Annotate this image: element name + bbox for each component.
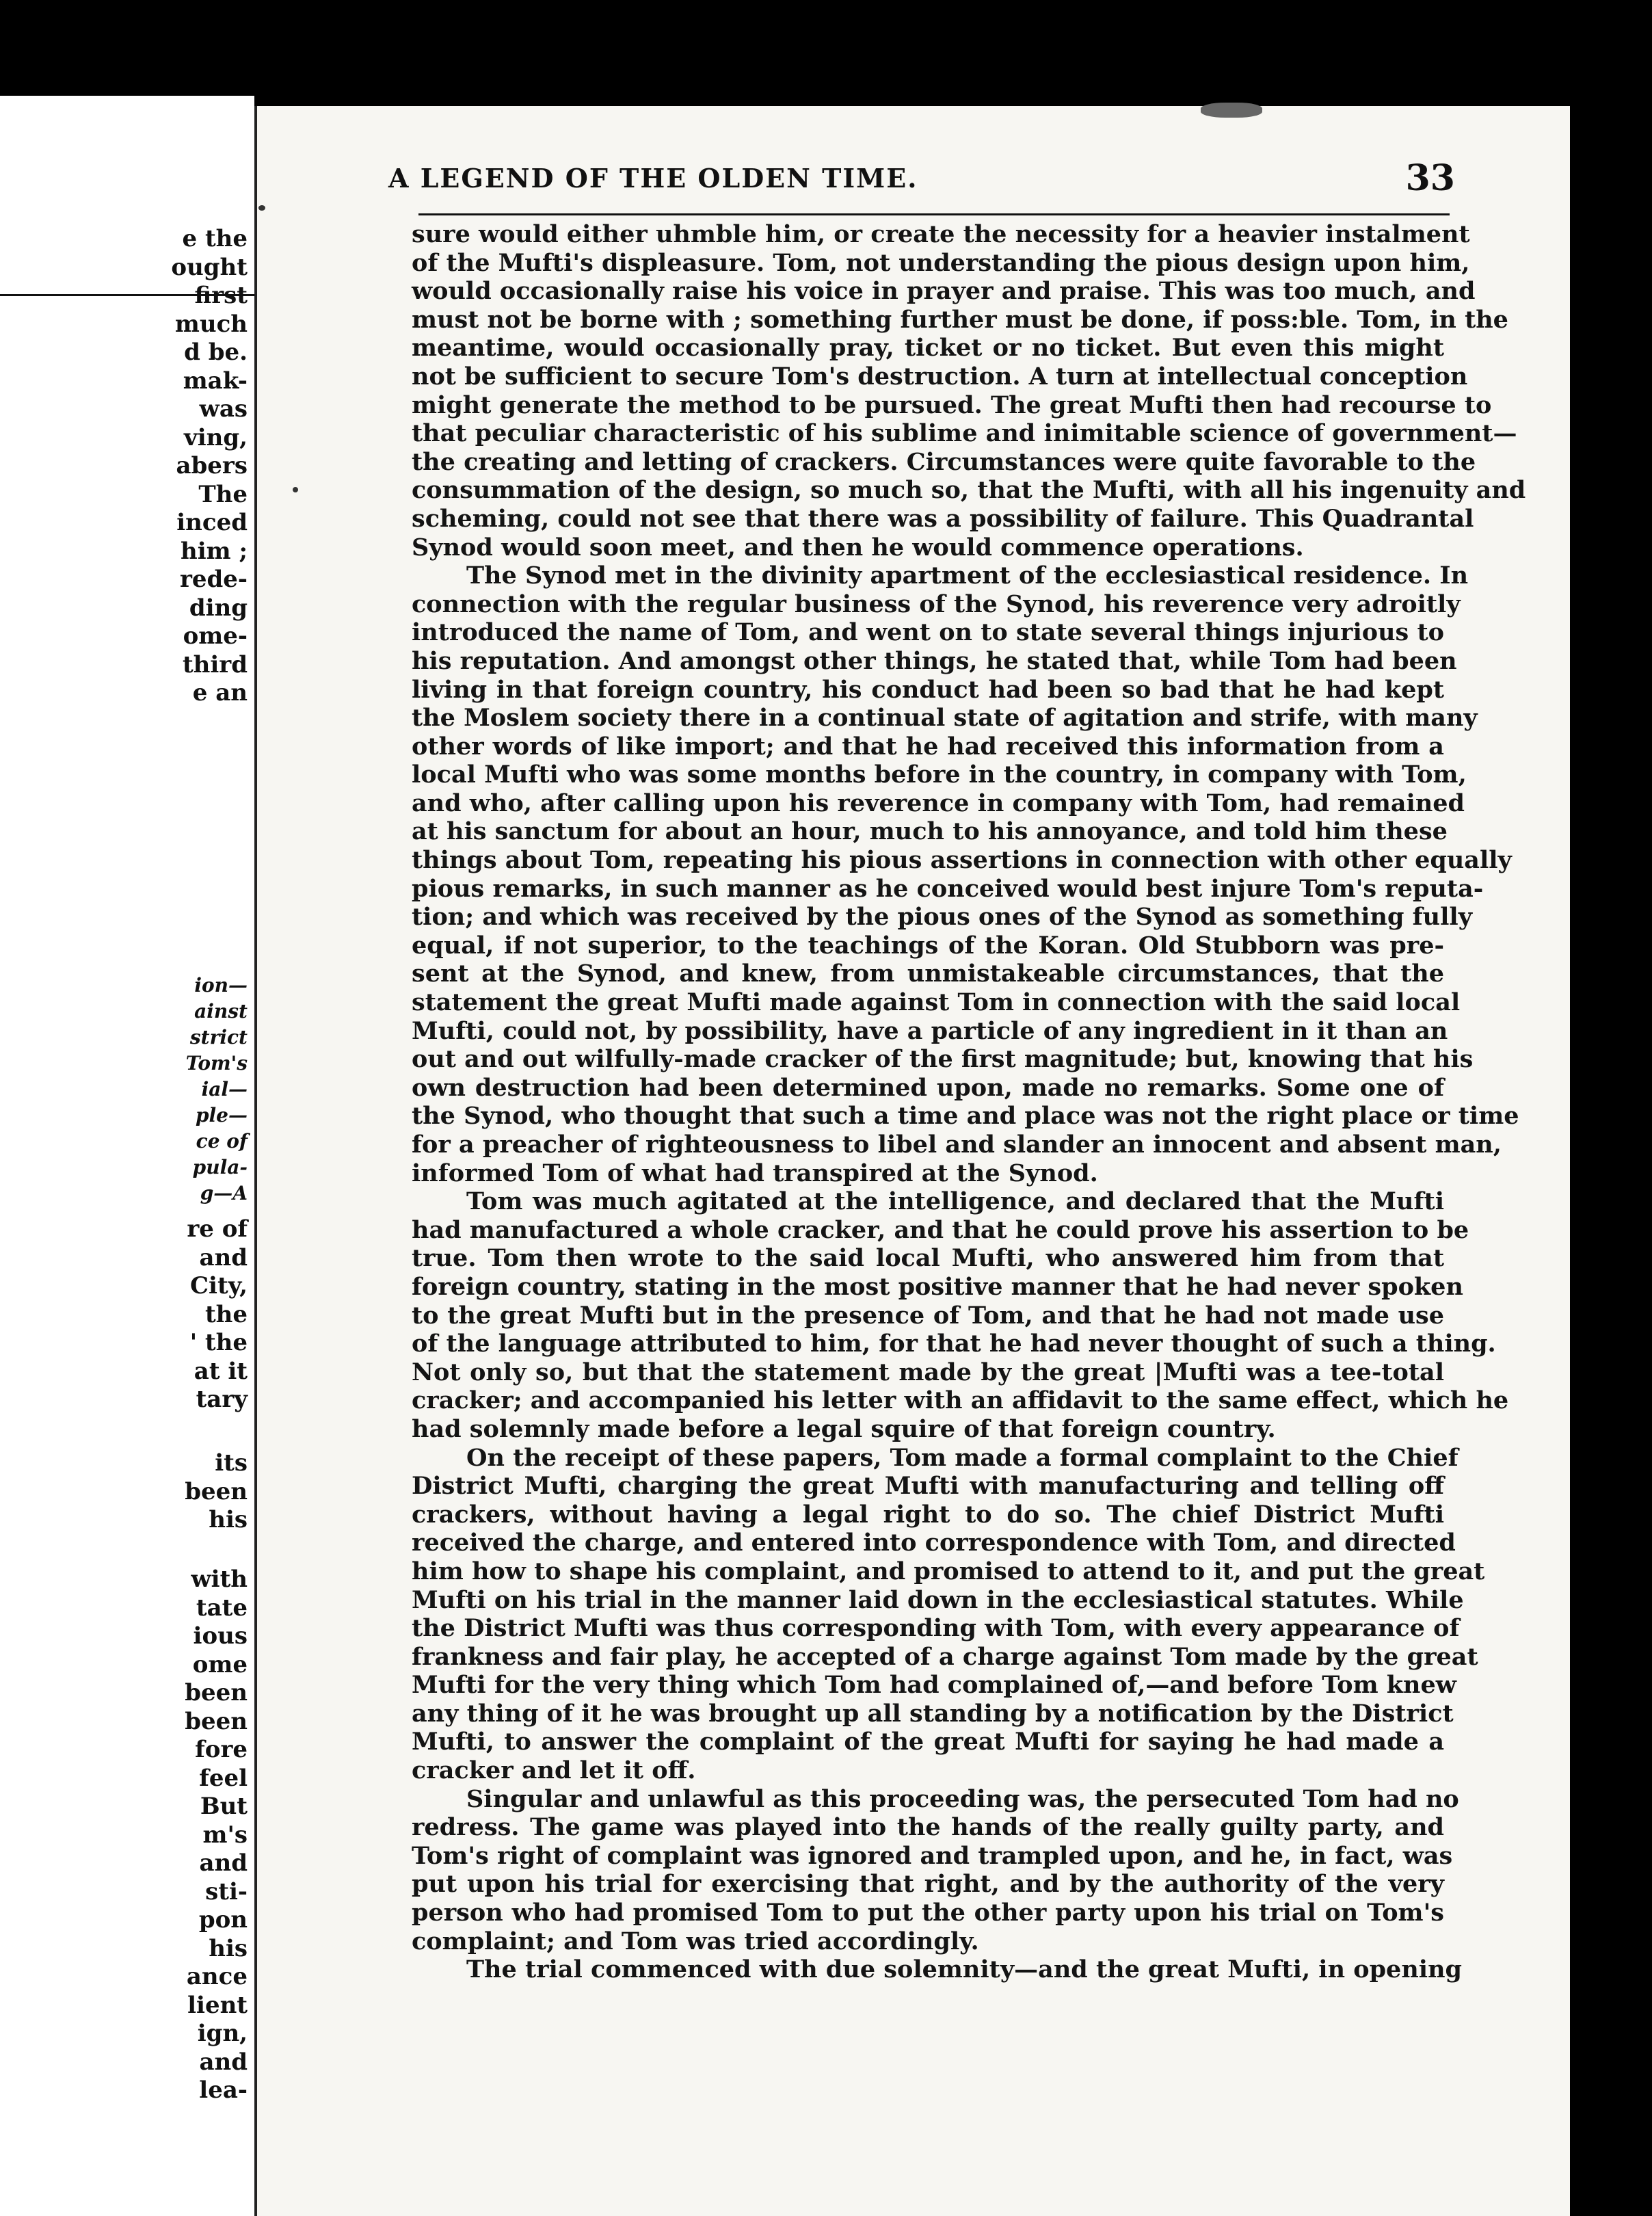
facing-page-fragment-line: mak- — [183, 367, 248, 395]
text-line: sure would either uhmble him, or create the necessity for a heavier instalment — [412, 220, 1470, 248]
facing-page-fragment-line: fore — [195, 1736, 248, 1763]
page-number: 33 — [1405, 157, 1455, 199]
text-line: the creating and letting of crackers. Circumstances were quite favorable to the — [412, 447, 1476, 476]
text-line: informed Tom of what had transpired at the Synod. — [412, 1159, 1098, 1187]
text-line: the Moslem society there in a continual state of agitation and strife, with many — [412, 704, 1478, 733]
text-line: of the Mufti's displeasure. Tom, not understanding the pious design upon him, — [412, 248, 1470, 277]
facing-page-fragment-line: rede- — [179, 566, 248, 593]
text-line: had solemnly made before a legal squire of that foreign country. — [412, 1414, 1276, 1443]
facing-page-fragment-line: first — [194, 282, 248, 309]
text-line: to the great Mufti but in the presence of Tom, and that he had not made use — [412, 1301, 1444, 1330]
facing-page-fragment-line: But — [200, 1793, 248, 1820]
text-line: put upon his trial for exercising that right, and by the authority of the very — [412, 1870, 1444, 1899]
facing-page-fragment-line: sti- — [205, 1877, 248, 1905]
text-line: the Synod, who thought that such a time and place was not the right place or time — [412, 1102, 1519, 1131]
ink-speck — [293, 487, 298, 492]
text-line: living in that foreign country, his conduct had been so bad that he had kept — [412, 675, 1444, 704]
facing-page-fragment-line: been — [185, 1679, 248, 1706]
facing-page-fragment-line: ance — [186, 1963, 248, 1990]
facing-page-fragment-line: him ; — [181, 537, 248, 565]
facing-page-fragment-line: and — [199, 2048, 248, 2076]
facing-page-fragment-line: his — [209, 1934, 248, 1962]
text-line: cracker and let it off. — [412, 1756, 696, 1785]
facing-page-fragment-line: g—A — [200, 1182, 248, 1204]
text-line: his reputation. And amongst other things, he stated that, while Tom had been — [412, 646, 1457, 675]
facing-page-fragment-line: ving, — [183, 423, 248, 451]
text-line: true. Tom then wrote to the said local Mufti, who answered him from that — [412, 1244, 1444, 1273]
text-line: redress. The game was played into the hands of the really guilty party, and — [412, 1813, 1444, 1842]
text-line: at his sanctum for about an hour, much to his annoyance, and told him these — [412, 817, 1448, 846]
text-line: tion; and which was received by the pious ones of the Synod as something fully — [412, 903, 1473, 932]
text-line: that peculiar characteristic of his sublime and inimitable science of government— — [412, 419, 1517, 448]
facing-page-fragment-line: much — [174, 310, 248, 338]
text-line: foreign country, stating in the most positive manner that he had never spoken — [412, 1272, 1463, 1301]
facing-page-fragment-line: inced — [176, 509, 248, 536]
text-line: Not only so, but that the statement made by the great |Mufti was a tee-total — [412, 1358, 1444, 1386]
text-line: for a preacher of righteousness to libel and slander an innocent and absent man, — [412, 1131, 1502, 1159]
text-line: meantime, would occasionally pray, ticket or no ticket. But even this might — [412, 334, 1444, 362]
text-line: Tom was much agitated at the intelligence, and declared that the Mufti — [466, 1187, 1444, 1216]
text-line: must not be borne with ; something further must be done, if poss:ble. Tom, in the — [412, 305, 1508, 334]
facing-page-fragment-line: with — [191, 1566, 248, 1593]
facing-page-fragment-line: ple— — [195, 1104, 248, 1126]
text-line: things about Tom, repeating his pious assertions in connection with other equally — [412, 846, 1512, 875]
text-line: equal, if not superior, to the teachings of the Koran. Old Stubborn was pre- — [412, 931, 1444, 960]
text-line: Mufti, to answer the complaint of the great Mufti for saying he had made a — [412, 1728, 1444, 1756]
facing-page-fragment-line: and — [199, 1243, 248, 1271]
facing-page-fragment-line: strict — [189, 1026, 248, 1048]
text-line: had manufactured a whole cracker, and that he could prove his assertion to be — [412, 1215, 1469, 1244]
facing-page-fragment-line: was — [199, 395, 248, 423]
text-line: would occasionally raise his voice in prayer and praise. This was too much, and — [412, 277, 1476, 306]
facing-page-fragment-line: been — [185, 1707, 248, 1735]
text-line: The Synod met in the divinity apartment of the ecclesiastical residence. In — [466, 562, 1469, 590]
text-line: Singular and unlawful as this proceeding was, the persecuted Tom had no — [466, 1784, 1459, 1813]
text-line: Mufti on his trial in the manner laid down in the ecclesiastical statutes. While — [412, 1585, 1464, 1614]
text-line: crackers, without having a legal right to do so. The chief District Mufti — [412, 1500, 1444, 1529]
facing-page-fragment-line: ce of — [196, 1130, 248, 1152]
page-header — [388, 157, 1455, 204]
text-line: the District Mufti was thus corresponding with Tom, with every appearance of — [412, 1614, 1460, 1643]
text-line: other words of like import; and that he had received this information from a — [412, 732, 1444, 761]
facing-page-fragment-line: third — [182, 650, 248, 678]
facing-page-fragment-line: m's — [202, 1821, 248, 1849]
text-line: Mufti for the very thing which Tom had complained of,—and before Tom knew — [412, 1671, 1456, 1700]
text-line: pious remarks, in such manner as he conceived would best injure Tom's reputa- — [412, 874, 1484, 903]
text-line: introduced the name of Tom, and went on to state several things injurious to — [412, 618, 1444, 647]
facing-page-fragment-line: tary — [196, 1386, 248, 1413]
text-line: sent at the Synod, and knew, from unmistakeable circumstances, that the — [412, 960, 1444, 988]
facing-page-fragment-line: feel — [199, 1764, 248, 1792]
facing-page-fragment-line: and — [199, 1849, 248, 1877]
text-line: The trial commenced with due solemnity—and the great Mufti, in opening — [466, 1955, 1462, 1984]
facing-page-fragment-line: d be. — [184, 339, 248, 366]
facing-page-fragment-line: ' the — [189, 1329, 248, 1356]
facing-page-fragment-line: ainst — [194, 1000, 248, 1023]
facing-page-fragment-line: ial— — [201, 1078, 248, 1100]
facing-page-fragment-line: ought — [171, 253, 248, 281]
facing-page-fragment-line: e the — [182, 225, 248, 252]
text-line: might generate the method to be pursued. The great Mufti then had recourse to — [412, 391, 1492, 419]
facing-page-fragment-line: ome — [192, 1650, 248, 1678]
text-line: scheming, could not see that there was a possibility of failure. This Quadrantal — [412, 504, 1474, 533]
facing-page-fragment-line: his — [209, 1506, 248, 1533]
facing-page-fragment-line: e an — [192, 679, 248, 707]
facing-page-fragment-line: re of — [187, 1215, 248, 1243]
text-line: person who had promised Tom to put the other party upon his trial on Tom's — [412, 1899, 1444, 1927]
text-line: On the receipt of these papers, Tom made a formal complaint to the Chief — [466, 1443, 1458, 1472]
facing-page-fragment-line: been — [185, 1477, 248, 1505]
text-line: District Mufti, charging the great Mufti with manufacturing and telling off — [412, 1472, 1444, 1501]
text-line: complaint; and Tom was tried accordingly. — [412, 1927, 979, 1955]
facing-page-fragment-line: ign, — [197, 2020, 248, 2047]
facing-page-fragment-line: pon — [198, 1906, 248, 1934]
text-line: frankness and fair play, he accepted of a charge against Tom made by the great — [412, 1642, 1478, 1671]
facing-page-fragment-line: tate — [196, 1594, 248, 1622]
body-text — [412, 220, 1526, 1984]
text-line: statement the great Mufti made against Tom in connection with the said local — [412, 988, 1461, 1017]
facing-page-fragment-line: Tom's — [185, 1052, 248, 1074]
facing-page-fragment-line: the — [204, 1300, 248, 1328]
text-line: not be sufficient to secure Tom's destruction. A turn at intellectual conception — [412, 362, 1468, 391]
text-line: of the language attributed to him, for that he had never thought of such a thing. — [412, 1330, 1496, 1358]
text-line: and who, after calling upon his reverence in company with Tom, had remained — [412, 789, 1465, 817]
text-line: own destruction had been determined upon, made no remarks. Some one of — [412, 1073, 1444, 1102]
ink-speck — [1201, 103, 1262, 118]
facing-page-fragment-line: lient — [187, 1991, 248, 2019]
facing-page-fragment-line: pula- — [192, 1156, 248, 1178]
text-line: connection with the regular business of the Synod, his reverence very adroitly — [412, 590, 1461, 618]
facing-page-fragment-line: at it — [194, 1357, 248, 1385]
facing-page-fragment-line: ding — [189, 594, 248, 622]
text-line: out and out wilfully-made cracker of the first magnitude; but, knowing that his — [412, 1045, 1474, 1074]
facing-page-fragment-line: abers — [176, 452, 248, 479]
ink-speck — [258, 205, 265, 211]
text-line: Tom's right of complaint was ignored and trampled upon, and he, in fact, was — [412, 1841, 1453, 1870]
facing-page-fragment-line: ious — [193, 1622, 248, 1650]
header-rule — [418, 213, 1450, 215]
facing-page-fragment-line: City, — [189, 1272, 248, 1300]
text-line: Mufti, could not, by possibility, have a particle of any ingredient in it than an — [412, 1016, 1448, 1045]
text-line: consummation of the design, so much so, that the Mufti, with all his ingenuity and — [412, 476, 1526, 505]
facing-page-fragment-line: ome- — [183, 622, 248, 650]
text-line: received the charge, and entered into correspondence with Tom, and directed — [412, 1529, 1456, 1557]
running-title: A LEGEND OF THE OLDEN TIME. — [388, 163, 918, 194]
facing-page-fragment-line: ion— — [194, 974, 248, 997]
facing-page-fragment — [0, 96, 254, 2216]
text-line: Synod would soon meet, and then he would commence operations. — [412, 533, 1304, 562]
facing-page-fragment-line: lea- — [199, 2076, 248, 2104]
facing-page-fragment-line: The — [198, 480, 248, 508]
text-line: local Mufti who was some months before in the country, in company with Tom, — [412, 761, 1467, 789]
text-line: any thing of it he was brought up all standing by a notification by the District — [412, 1699, 1454, 1728]
facing-page-fragment-line: its — [215, 1449, 248, 1477]
text-line: him how to shape his complaint, and promised to attend to it, and put the great — [412, 1557, 1485, 1585]
text-line: cracker; and accompanied his letter with an affidavit to the same effect, which he — [412, 1386, 1509, 1415]
